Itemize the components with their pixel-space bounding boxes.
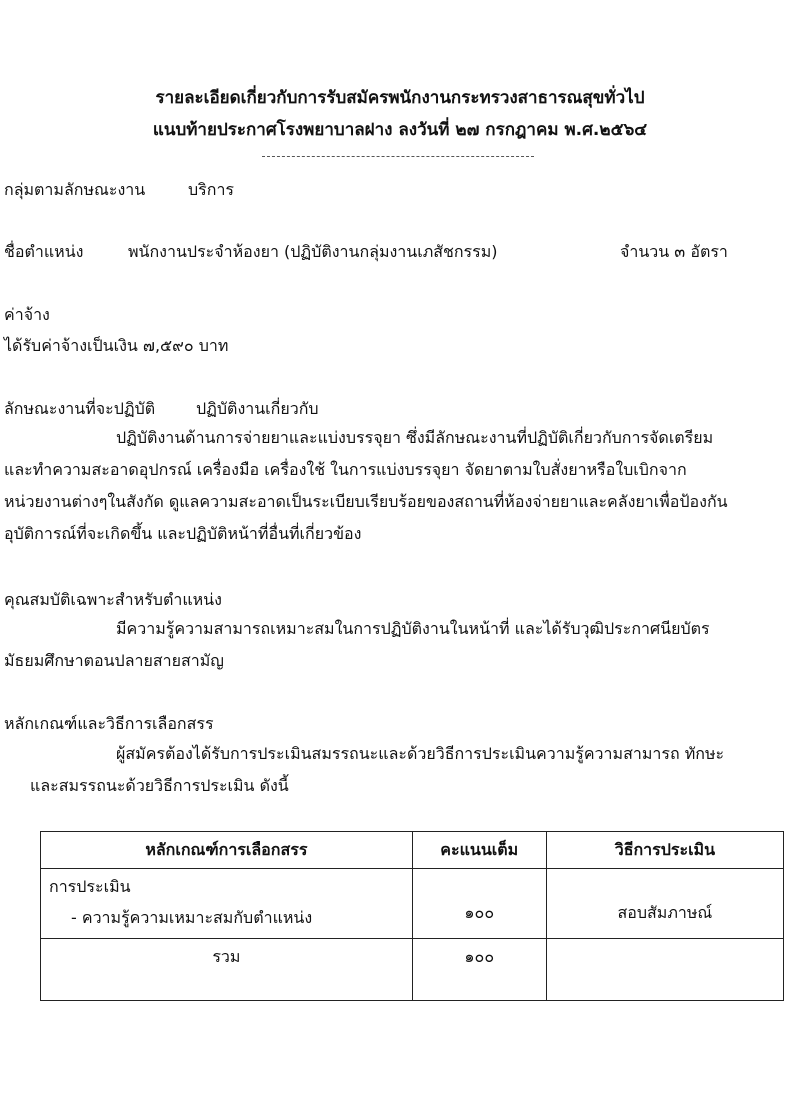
duties-line: อุบัติการณ์ที่จะเกิดขึ้น และปฏิบัติหน้าที่อื่นที่เกี่ยวข้อง [4, 524, 362, 543]
table-row [41, 939, 784, 1001]
wage-label: ค่าจ้าง [4, 305, 50, 324]
group-label: กลุ่มตามลักษณะงาน [4, 180, 146, 199]
duties-paragraph [4, 422, 794, 550]
document-title: รายละเอียดเกี่ยวกับการรับสมัครพนักงานกระทรวงสาธารณสุขทั่วไป [155, 88, 645, 108]
total-label: รวม [41, 939, 413, 1001]
qualifications-line: มัธยมศึกษาตอนปลายสายสามัญ [4, 651, 224, 670]
table-row [41, 869, 784, 939]
duties-sub: ปฏิบัติงานเกี่ยวกับ [196, 399, 319, 418]
selection-paragraph [4, 738, 794, 802]
total-method-empty [546, 939, 783, 1001]
header-criteria: หลักเกณฑ์การเลือกสรร [41, 832, 413, 869]
qualifications-label: คุณสมบัติเฉพาะสำหรับตำแหน่ง [4, 590, 222, 609]
position-value: พนักงานประจำห้องยา (ปฏิบัติงานกลุ่มงานเภสัชกรรม) [128, 242, 498, 261]
duties-line: และทำความสะอาดอุปกรณ์ เครื่องมือ เครื่องใช้ ในการแบ่งบรรจุยา จัดยาตามใบสั่งยาหรือใบเบิกจาก [4, 460, 687, 479]
duties-line: ปฏิบัติงานด้านการจ่ายยาและแบ่งบรรจุยา ซึ่งมีลักษณะงานที่ปฏิบัติเกี่ยวกับการจัดเตรียม [116, 428, 714, 447]
criteria-item: - ความรู้ความเหมาะสมกับตำแหน่ง [71, 908, 313, 927]
duties-line: หน่วยงานต่างๆในสังกัด ดูแลความสะอาดเป็นระเบียบเรียบร้อยของสถานที่ห้องจ่ายยาและคลังยาเพื่อป้องกัน [4, 492, 728, 511]
document-subtitle: แนบท้ายประกาศโรงพยาบาลฝาง ลงวันที่ ๒๗ กรกฎาคม พ.ศ.๒๕๖๔ [152, 120, 648, 140]
selection-line: ผู้สมัครต้องได้รับการประเมินสมรรถนะและด้วยวิธีการประเมินความรู้ความสามารถ ทักษะ [116, 744, 725, 763]
criteria-cell [41, 869, 413, 939]
qualifications-paragraph [4, 613, 794, 677]
wage-text: ได้รับค่าจ้างเป็นเงิน ๗,๕๙๐ บาท [4, 336, 229, 355]
item-score: ๑๐๐ [412, 869, 546, 939]
duties-label: ลักษณะงานที่จะปฏิบัติ [4, 399, 156, 418]
item-method: สอบสัมภาษณ์ [546, 869, 783, 939]
section-label: การประเมิน [49, 877, 131, 896]
criteria-table [40, 831, 784, 1001]
qualifications-line: มีความรู้ความสามารถเหมาะสมในการปฏิบัติงานในหน้าที่ และได้รับวุฒิประกาศนียบัตร [116, 619, 710, 638]
total-score: ๑๐๐ [412, 939, 546, 1001]
selection-label: หลักเกณฑ์และวิธีการเลือกสรร [4, 714, 214, 733]
selection-line: และสมรรถนะด้วยวิธีการประเมิน ดังนี้ [30, 776, 289, 795]
header-method: วิธีการประเมิน [546, 832, 783, 869]
position-count: จำนวน ๓ อัตรา [620, 242, 728, 261]
header-score: คะแนนเต็ม [412, 832, 546, 869]
position-label: ชื่อตำแหน่ง [4, 242, 84, 261]
group-value: บริการ [188, 180, 235, 199]
table-header-row [41, 832, 784, 869]
title-divider [262, 156, 534, 157]
